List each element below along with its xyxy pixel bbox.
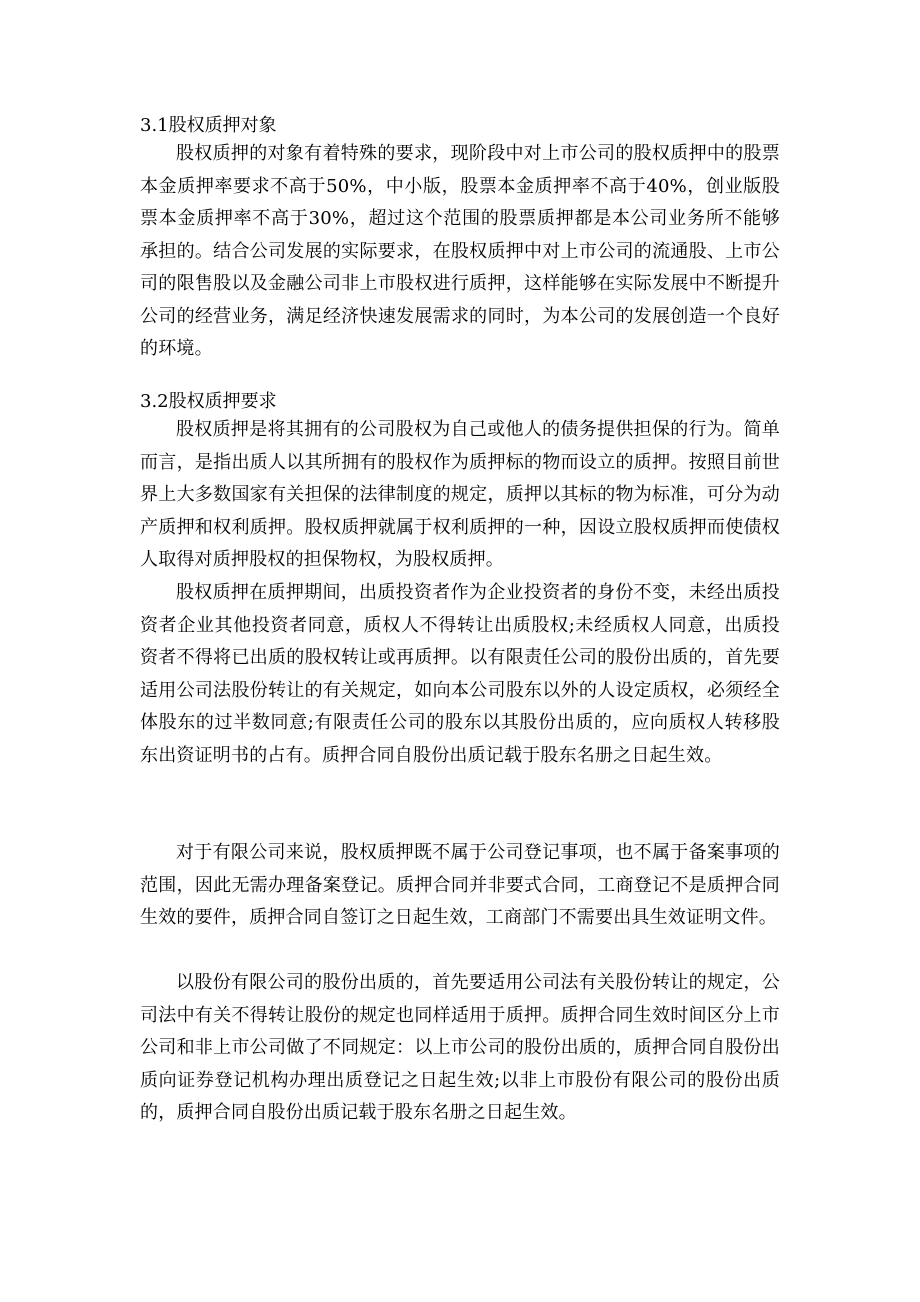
paragraph-pledge-period: 股权质押在质押期间，出质投资者作为企业投资者的身份不变，未经出质投资者企业其他投资者同意，质权人不得转让出质股权;未经质权人同意，出质投资者不得将已出质的股权转让或再质押。以有限责任公司的股份出质的，首先要适用公司法股份转让的有关规定，如向本公司股东以外的人设定质权，必须经全体股东的过半数同意;有限责任公司的股东以其股份出质的，应向质权人转移股东出资证明书的占有。质押合同自股份出质记载于股东名册之日起生效。 [140, 582, 780, 766]
paragraph-joint-stock-company: 以股份有限公司的股份出质的，首先要适用公司法有关股份转让的规定，公司法中有关不得转让股份的规定也同样适用于质押。质押合同生效时间区分上市公司和非上市公司做了不同规定：以上市公司的股份出质的，质押合同自股份出质向证券登记机构办理出质登记之日起生效;以非上市股份有限公司的股份出质的，质押合同自股份出质记载于股东名册之日起生效。 [140, 972, 780, 1123]
paragraph-limited-company: 对于有限公司来说，股权质押既不属于公司登记事项，也不属于备案事项的范围，因此无需办理备案登记。质押合同并非要式合同，工商登记不是质押合同生效的要件，质押合同自签订之日起生效，工商部门不需要出具生效证明文件。 [140, 842, 780, 928]
paragraph-pledge-definition: 股权质押是将其拥有的公司股权为自己或他人的债务提供担保的行为。简单而言，是指出质人以其所拥有的股权作为质押标的物而设立的质押。按照目前世界上大多数国家有关担保的法律制度的规定，质押以其标的物为标准，可分为动产质押和权利质押。股权质押就属于权利质押的一种，因设立股权质押而使债权人取得对质押股权的担保物权，为股权质押。 [140, 419, 780, 570]
section-heading-3-2: 3.2股权质押要求 [140, 391, 277, 412]
section-heading-3-1: 3.1股权质押对象 [140, 115, 277, 136]
paragraph-pledge-object: 股权质押的对象有着特殊的要求，现阶段中对上市公司的股权质押中的股票本金质押率要求不高于50%，中小版，股票本金质押率不高于40%，创业版股票本金质押率不高于30%，超过这个范围的股票质押都是本公司业务所不能够承担的。结合公司发展的实际要求，在股权质押中对上市公司的流通股、上市公司的限售股以及金融公司非上市股权进行质押，这样能够在实际发展中不断提升公司的经营业务，满足经济快速发展需求的同时，为本公司的发展创造一个良好的环境。 [140, 143, 780, 359]
